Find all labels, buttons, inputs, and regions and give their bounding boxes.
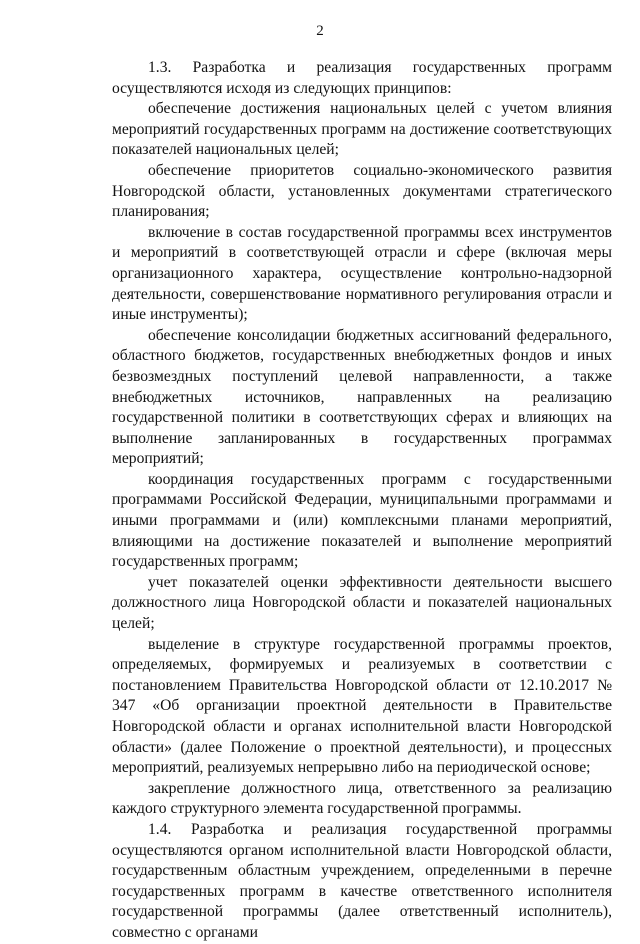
paragraph-principle-instruments: включение в состав государственной программы всех инструментов и мероприятий в соответствующей отрасли и сфере (включая меры организационного характера, осуществление контрольно-надзорной деятельности, совершенствование нормативного регулирования отрасли и иные инструменты); bbox=[112, 223, 612, 324]
paragraph-1-4-development: 1.4. Разработка и реализация государственной программы осуществляются органом исполнительной власти Новгородской области, государственным областным учреждением, определенными в перечне государственных программ в качестве ответственного исполнителя государственной программы (далее ответственный исполнитель), совместно с органами bbox=[112, 820, 612, 941]
paragraph-principle-priorities: обеспечение приоритетов социально-экономического развития Новгородской области, установленных документами стратегического планирования; bbox=[112, 161, 612, 221]
paragraph-principle-budget-consolidation: обеспечение консолидации бюджетных ассигнований федерального, областного бюджетов, государственных внебюджетных фондов и иных безвозмездных поступлений целевой направленности, а также внебюджетных источников, направленных на реализацию государственной политики в соответствующих сферах и влияющих на выполнение запланированных в государственных программах мероприятий; bbox=[112, 326, 612, 468]
paragraph-principle-coordination: координация государственных программ с государственными программами Российской Федерации, муниципальными программами и иными программами и (или) комплексными планами мероприятий, влияющими на достижение показателей и выполнение мероприятий государственных программ; bbox=[112, 470, 612, 571]
page-number: 2 bbox=[316, 23, 324, 39]
paragraph-1-3-intro: 1.3. Разработка и реализация государственных программ осуществляются исходя из следующих принципов: bbox=[112, 59, 612, 97]
document-body bbox=[112, 58, 612, 944]
paragraph-principle-projects: выделение в структуре государственной программы проектов, определяемых, формируемых и реализуемых в соответствии с постановлением Правительства Новгородской области от 12.10.2017 № 347 «Об организации проектной деятельности в Правительстве Новгородской области и органах исполнительной власти Новгородской области» (далее Положение о проектной деятельности), и процессных мероприятий, реализуемых непрерывно либо на периодической основе; bbox=[112, 635, 612, 777]
paragraph-principle-efficiency-indicators: учет показателей оценки эффективности деятельности высшего должностного лица Новгородской области и показателей национальных целей; bbox=[112, 573, 612, 633]
paragraph-principle-responsible-official: закрепление должностного лица, ответственного за реализацию каждого структурного элемента государственной программы. bbox=[112, 779, 612, 818]
paragraph-principle-national-goals: обеспечение достижения национальных целей с учетом влияния мероприятий государственных программ на достижение соответствующих показателей национальных целей; bbox=[112, 100, 612, 159]
